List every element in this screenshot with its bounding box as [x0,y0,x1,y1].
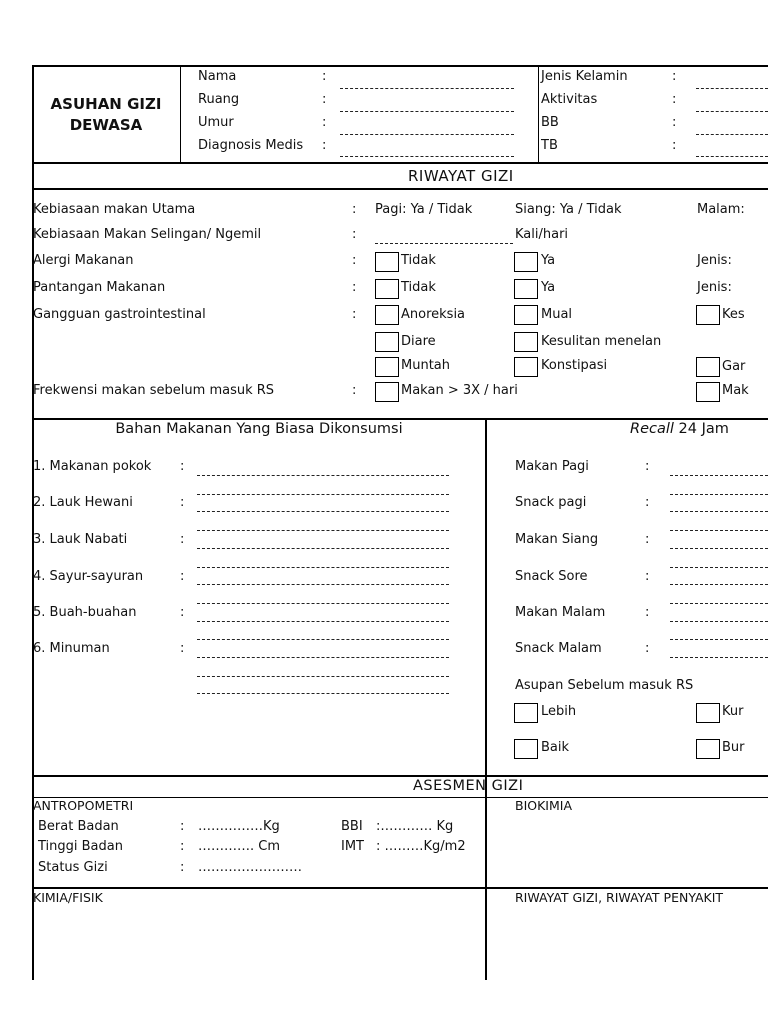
anoreksia-checkbox[interactable] [375,305,399,325]
pantangan-jenis-label: Jenis: [697,280,732,295]
status-gizi-label: Status Gizi [38,860,108,875]
kes-label: Kes [722,307,745,322]
ruang-colon: : [322,92,327,107]
middle-divider [485,418,487,980]
lauk-hewani-field-2[interactable] [197,511,449,512]
snack-pagi-field-2[interactable] [670,511,768,512]
header-bottom-border [33,162,768,164]
makan-pagi-label: Makan Pagi [515,459,589,474]
tinggi-badan-value[interactable]: …………. Cm [198,839,281,854]
makan-siang-label: Makan Siang [515,532,599,547]
pantangan-colon: : [352,280,357,295]
nama-field[interactable] [340,88,514,89]
makan-malam-colon: : [645,605,650,620]
snack-malam-label: Snack Malam [515,641,602,656]
recall-title-italic: Recall [630,421,674,437]
snack-malam-colon: : [645,641,650,656]
makanan-pokok-label: 1. Makanan pokok [33,459,152,474]
kes-checkbox[interactable] [696,305,720,325]
asupan-bur-checkbox[interactable] [696,739,720,759]
frekwensi-label: Frekwensi makan sebelum masuk RS [33,383,275,398]
gangguan-label: Gangguan gastrointestinal [33,307,206,322]
pantangan-tidak-checkbox[interactable] [375,279,399,299]
kesulitan-menelan-checkbox[interactable] [514,332,538,352]
bb-colon: : [672,115,677,130]
asesmen-gizi-title: ASESMEN GIZI [413,778,524,794]
bb-field[interactable] [696,134,768,135]
asupan-baik-label: Baik [541,740,570,755]
tinggi-badan-colon: : [180,839,185,854]
alergi-tidak-checkbox[interactable] [375,252,399,272]
tb-label: TB [541,138,558,153]
riwayat-title-border [33,188,768,190]
sayur-sayuran-field-2[interactable] [197,584,449,585]
tinggi-badan-label: Tinggi Badan [38,839,123,854]
nama-label: Nama [198,69,237,84]
muntah-label: Muntah [401,358,450,373]
diare-label: Diare [401,334,436,349]
umur-colon: : [322,115,327,130]
form-title-line1: ASUHAN GIZI [50,95,162,113]
snack-sore-field-2[interactable] [670,584,768,585]
imt-value[interactable]: : ………Kg/m2 [376,839,466,854]
nama-colon: : [322,69,327,84]
asesmen-title-border [33,797,768,798]
gar-label: Gar [722,359,746,374]
status-gizi-colon: : [180,860,185,875]
aktivitas-colon: : [672,92,677,107]
berat-badan-value[interactable]: ……………Kg [198,819,280,834]
berat-badan-label: Berat Badan [38,819,119,834]
ruang-field[interactable] [340,111,514,112]
buah-buahan-colon: : [180,605,185,620]
gar-checkbox[interactable] [696,357,720,377]
form-title-line2: DEWASA [69,116,143,134]
makan-lebih-3x-label: Makan > 3X / hari [401,383,518,398]
makan-pagi-colon: : [645,459,650,474]
lauk-nabati-field-2[interactable] [197,548,449,549]
minuman-field-4[interactable] [197,693,449,694]
jenis-kelamin-colon: : [672,69,677,84]
pantangan-ya-checkbox[interactable] [514,279,538,299]
mual-label: Mual [541,307,573,322]
asupan-baik-checkbox[interactable] [514,739,538,759]
asupan-lebih-checkbox[interactable] [514,703,538,723]
sayur-sayuran-colon: : [180,569,185,584]
buah-buahan-field-1[interactable] [197,603,449,604]
gangguan-colon: : [352,307,357,322]
ruang-label: Ruang [198,92,240,107]
mak-checkbox[interactable] [696,382,720,402]
kimia-top-border [33,887,768,889]
umur-field[interactable] [340,134,514,135]
berat-badan-colon: : [180,819,185,834]
alergi-ya-label: Ya [541,253,556,268]
snack-pagi-colon: : [645,495,650,510]
bahan-makanan-title: Bahan Makanan Yang Biasa Dikonsumsi [115,421,403,437]
diagnosis-colon: : [322,138,327,153]
lauk-hewani-field-1[interactable] [197,494,449,495]
pantangan-ya-label: Ya [541,280,556,295]
malam-option[interactable]: Malam: [697,202,745,217]
kebiasaan-utama-colon: : [352,202,357,217]
asupan-lebih-label: Lebih [541,704,577,719]
biokimia-label: BIOKIMIA [515,798,573,813]
anoreksia-label: Anoreksia [401,307,466,322]
bbi-label: BBI [341,819,363,834]
makanan-pokok-colon: : [180,459,185,474]
aktivitas-field[interactable] [696,111,768,112]
sayur-sayuran-label: 4. Sayur-sayuran [33,569,144,584]
mak-label: Mak [722,383,749,398]
kesulitan-menelan-label: Kesulitan menelan [541,334,662,349]
kimia-fisik-label: KIMIA/FISIK [33,890,103,905]
selingan-unit: Kali/hari [515,227,569,242]
snack-malam-field-2[interactable] [670,657,768,658]
siang-option[interactable]: Siang: Ya / Tidak [515,202,622,217]
minuman-field-1[interactable] [197,639,449,640]
kebiasaan-selingan-colon: : [352,227,357,242]
buah-buahan-label: 5. Buah-buahan [33,605,137,620]
riwayat-gizi-title: RIWAYAT GIZI [408,167,514,185]
makan-pagi-field[interactable] [670,475,768,476]
diagnosis-label: Diagnosis Medis [198,138,304,153]
makan-siang-colon: : [645,532,650,547]
recall-title-rest: 24 Jam [673,421,729,437]
tb-field[interactable] [696,156,768,157]
imt-label: IMT [341,839,364,854]
minuman-colon: : [180,641,185,656]
makan-siang-field-2[interactable] [670,548,768,549]
umur-label: Umur [198,115,234,130]
snack-sore-colon: : [645,569,650,584]
snack-sore-label: Snack Sore [515,569,588,584]
makan-lebih-3x-checkbox[interactable] [375,382,399,402]
jenis-kelamin-field[interactable] [696,88,768,89]
alergi-label: Alergi Makanan [33,253,134,268]
makan-malam-field-2[interactable] [670,621,768,622]
konstipasi-checkbox[interactable] [514,357,538,377]
snack-sore-field-1[interactable] [670,567,768,568]
lauk-nabati-colon: : [180,532,185,547]
asupan-kur-checkbox[interactable] [696,703,720,723]
snack-pagi-label: Snack pagi [515,495,587,510]
sayur-sayuran-field-1[interactable] [197,567,449,568]
recall-title [630,421,729,438]
lauk-nabati-field-1[interactable] [197,530,449,531]
muntah-checkbox[interactable] [375,357,399,377]
buah-buahan-field-2[interactable] [197,621,449,622]
diare-checkbox[interactable] [375,332,399,352]
minuman-label: 6. Minuman [33,641,110,656]
antropometri-label: ANTROPOMETRI [33,798,134,813]
frekwensi-colon: : [352,383,357,398]
lauk-nabati-label: 3. Lauk Nabati [33,532,128,547]
alergi-colon: : [352,253,357,268]
bbi-value[interactable]: :………… Kg [376,819,454,834]
top-border [33,65,768,67]
aktivitas-label: Aktivitas [541,92,598,107]
header-divider-2 [538,65,539,163]
alergi-jenis-label: Jenis: [697,253,732,268]
minuman-field-3[interactable] [197,676,449,677]
selingan-field[interactable] [375,243,513,244]
konstipasi-label: Konstipasi [541,358,608,373]
bahan-top-border [33,418,768,420]
kebiasaan-selingan-label: Kebiasaan Makan Selingan/ Ngemil [33,227,262,242]
lauk-hewani-label: 2. Lauk Hewani [33,495,133,510]
makan-malam-label: Makan Malam [515,605,606,620]
riwayat-penyakit-label: RIWAYAT GIZI, RIWAYAT PENYAKIT [515,890,724,905]
makan-malam-field-1[interactable] [670,603,768,604]
asesmen-top-border [33,775,768,777]
alergi-tidak-label: Tidak [401,253,436,268]
minuman-field-2[interactable] [197,657,449,658]
bb-label: BB [541,115,559,130]
pantangan-tidak-label: Tidak [401,280,436,295]
snack-pagi-field-1[interactable] [670,494,768,495]
pantangan-label: Pantangan Makanan [33,280,166,295]
asupan-kur-label: Kur [722,704,744,719]
snack-malam-field-1[interactable] [670,639,768,640]
kebiasaan-utama-label: Kebiasaan makan Utama [33,202,196,217]
jenis-kelamin-label: Jenis Kelamin [541,69,628,84]
makan-siang-field-1[interactable] [670,530,768,531]
alergi-ya-checkbox[interactable] [514,252,538,272]
pagi-option[interactable]: Pagi: Ya / Tidak [375,202,473,217]
diagnosis-field[interactable] [340,156,514,157]
asupan-bur-label: Bur [722,740,745,755]
lauk-hewani-colon: : [180,495,185,510]
mual-checkbox[interactable] [514,305,538,325]
header-divider-1 [180,65,181,163]
makanan-pokok-field[interactable] [197,475,449,476]
tb-colon: : [672,138,677,153]
status-gizi-value[interactable]: …………………… [198,860,302,875]
asupan-label: Asupan Sebelum masuk RS [515,678,694,693]
